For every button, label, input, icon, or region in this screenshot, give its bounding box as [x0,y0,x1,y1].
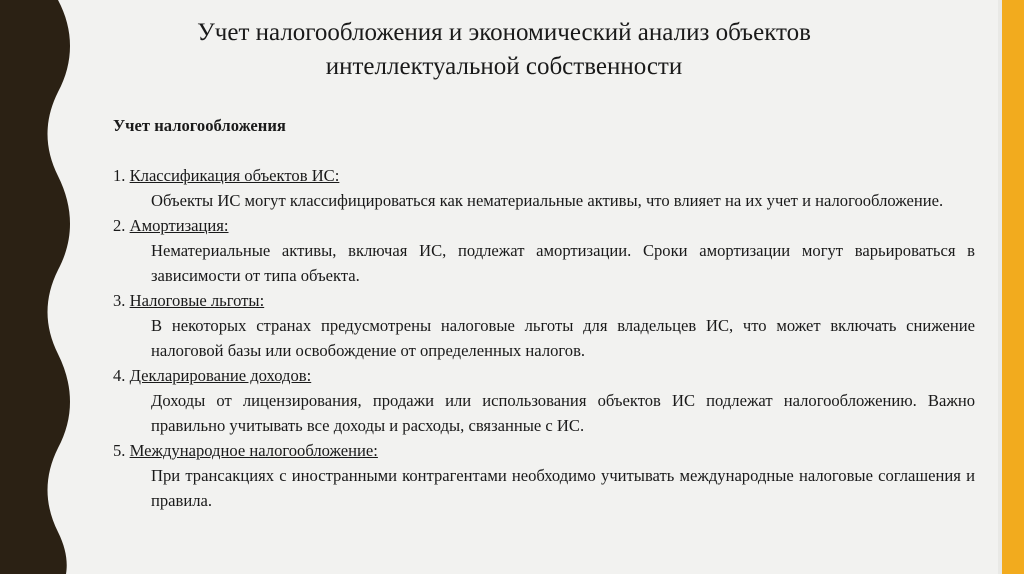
slide-content [113,113,975,513]
list-item-title: Декларирование доходов: [129,366,312,385]
list-item-number: 1. [113,166,130,185]
list-item-number: 4. [113,366,130,385]
list-item-title: Международное налогообложение: [129,441,378,460]
list-item [113,363,975,438]
list-item [113,288,975,363]
list-item-body: В некоторых странах предусмотрены налоговые льготы для владельцев ИС, что может включать снижение налоговой базы или освобождение от определенных налогов. [151,316,975,360]
list-item-heading [113,438,975,463]
list-item-title: Классификация объектов ИС: [129,166,340,185]
slide-title-line-1: Учет налогообложения и экономический анализ объектов [197,19,811,46]
list-item-body: Объекты ИС могут классифицироваться как нематериальные активы, что влияет на их учет и налогообложение. [151,191,944,210]
list-item [113,438,975,513]
decorative-wavy-left-band [0,0,80,574]
list-item [113,163,975,213]
slide-title [100,16,908,84]
list-item-heading [113,213,975,238]
list-item-heading [113,163,975,188]
slide-title-line-2: интеллектуальной собственности [325,53,683,80]
list-item-heading [113,363,975,388]
list-item-title: Амортизация: [129,216,229,235]
section-subheading: Учет налогообложения [113,116,286,135]
list-item-number: 2. [113,216,130,235]
list-item [113,213,975,288]
decorative-right-stripe [1002,0,1024,574]
list-item-title: Налоговые льготы: [129,291,265,310]
list-item-body: Доходы от лицензирования, продажи или использования объектов ИС подлежат налогообложению. Важно правильно учитывать все доходы и расходы, связанные с ИС. [151,391,975,435]
list-item-number: 5. [113,441,130,460]
list-item-number: 3. [113,291,130,310]
list-item-heading [113,288,975,313]
list-item-body: При трансакциях с иностранными контрагентами необходимо учитывать международные налоговые соглашения и правила. [151,466,975,510]
list-item-body: Нематериальные активы, включая ИС, подлежат амортизации. Сроки амортизации могут варьироваться в зависимости от типа объекта. [151,241,975,285]
